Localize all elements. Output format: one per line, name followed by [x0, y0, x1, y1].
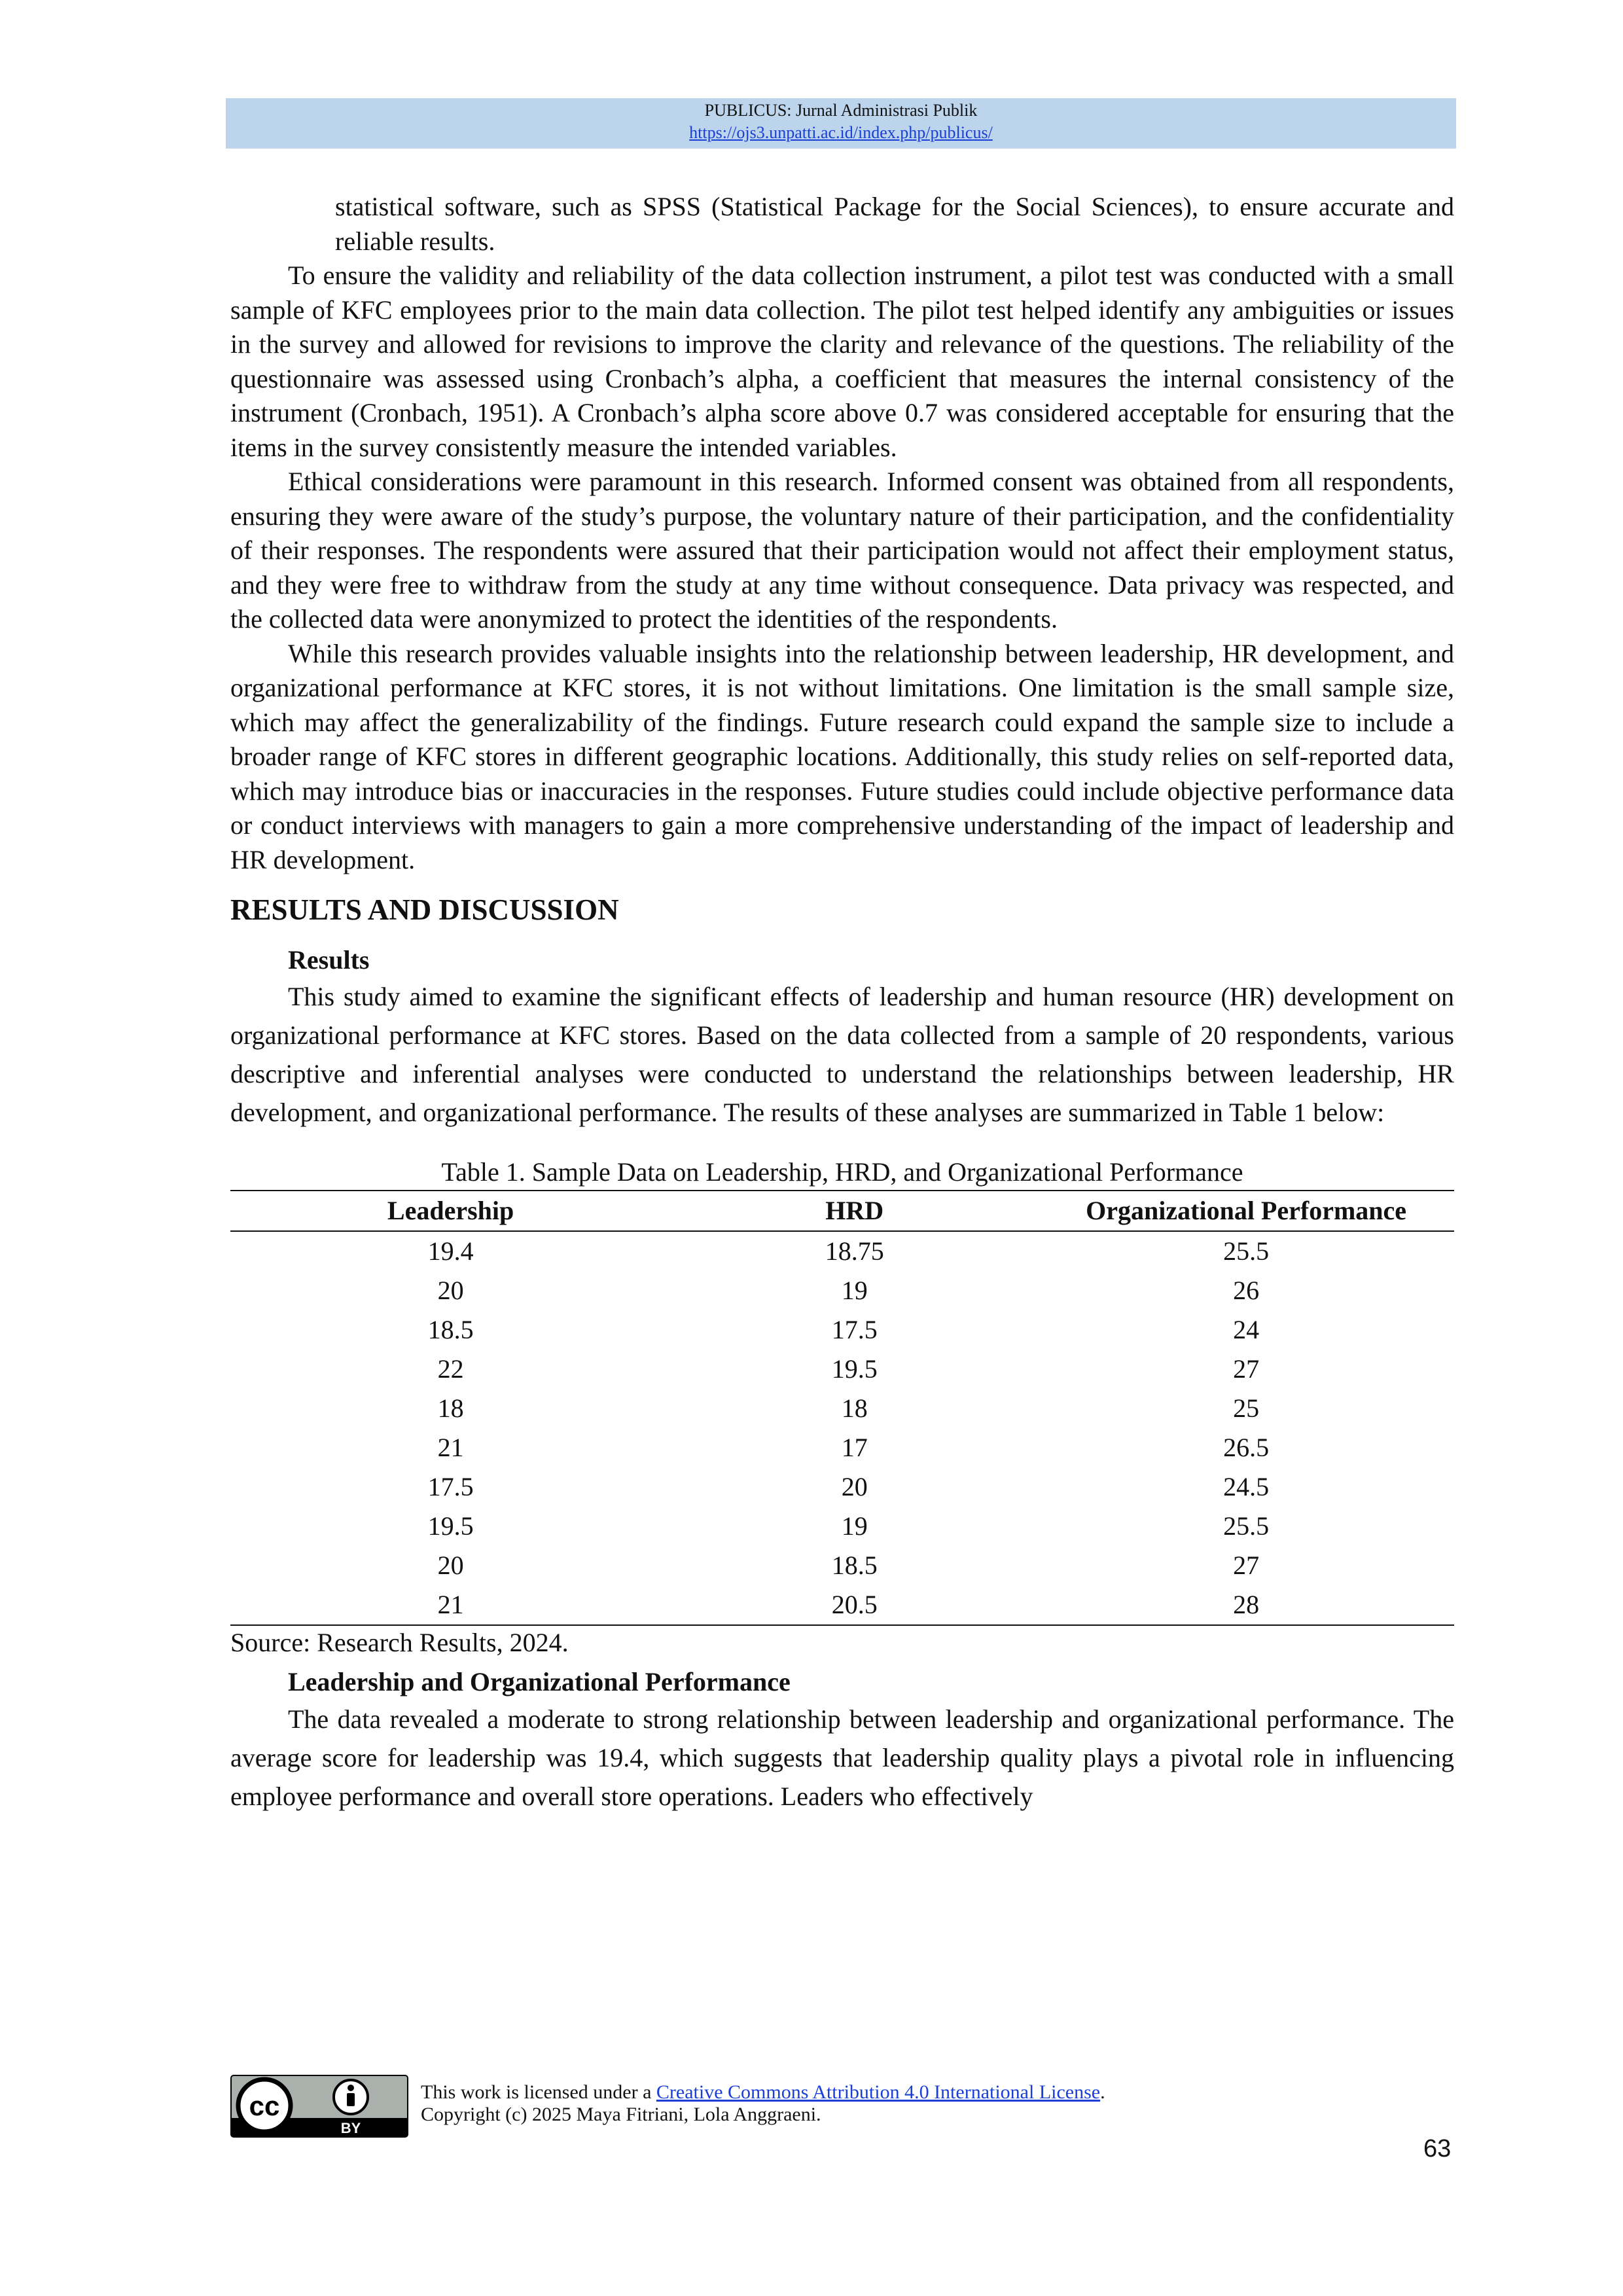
table-cell: 20.5 — [831, 1589, 878, 1619]
license-line — [421, 2081, 1105, 2104]
table-row — [230, 1389, 1454, 1428]
paragraph-validity: To ensure the validity and reliability of the data collection instrument, a pilot test was conducted with a small sample of KFC employees prior to the main data collection. The pilot test helped identify any ambiguities or issues in the survey and allowed for revisions to improve the clarity and relevance of the questions. The reliability of the questionnaire was assessed using Cronbach’s alpha, a coefficient that measures the internal consistency of the instrument (Cronbach, 1951). A Cronbach’s alpha score above 0.7 was considered acceptable for ensuring that the items in the survey consistently measure the intended variables. — [230, 260, 1454, 462]
table-cell: 25 — [1233, 1393, 1260, 1423]
table-row — [230, 1310, 1454, 1350]
journal-url-link[interactable]: https://ojs3.unpatti.ac.id/index.php/publicus/ — [689, 123, 993, 142]
table-cell: 22 — [437, 1354, 464, 1384]
table-cell: 20 — [841, 1471, 868, 1501]
table-cell: 28 — [1233, 1589, 1260, 1619]
table-cell: 25.5 — [1223, 1511, 1270, 1541]
cc-by-icon — [230, 2075, 408, 2138]
table-row — [230, 1231, 1454, 1271]
journal-title: PUBLICUS: Jurnal Administrasi Publik — [704, 101, 978, 120]
svg-text:cc: cc — [249, 2090, 280, 2121]
results-heading: Results — [288, 944, 370, 975]
subheading-leadership-performance: Leadership and Organizational Performance — [288, 1667, 791, 1696]
table-cell: 19.5 — [427, 1511, 474, 1541]
table-row — [230, 1428, 1454, 1467]
table-cell: 17.5 — [831, 1314, 878, 1344]
table-cell: 25.5 — [1223, 1236, 1270, 1266]
table-cell: 18 — [437, 1393, 464, 1423]
table-row — [230, 1546, 1454, 1585]
table-cell: 18.75 — [825, 1236, 884, 1266]
table-cell: 19.4 — [427, 1236, 474, 1266]
table-header-row — [230, 1191, 1454, 1231]
paragraph-continuation: statistical software, such as SPSS (Statistical Package for the Social Sciences), to ensure accurate and reliable results. — [335, 192, 1454, 256]
table-row — [230, 1467, 1454, 1507]
table-source: Source: Research Results, 2024. — [230, 1627, 569, 1657]
journal-header — [226, 98, 1456, 149]
table-cell: 17 — [841, 1432, 868, 1462]
table-cell: 18.5 — [831, 1550, 878, 1580]
page-content — [230, 190, 1454, 1816]
paragraph-leadership: The data revealed a moderate to strong relationship between leadership and organizational performance. The average score for leadership was 19.4, which suggests that leadership quality plays a pivotal role in influencing employee performance and overall store operations. Leaders who effectively — [230, 1704, 1454, 1811]
table-row — [230, 1585, 1454, 1625]
paragraph-results: This study aimed to examine the significant effects of leadership and human resource (HR) development on organizational performance at KFC stores. Based on the data collected from a sample of 20 respondents, various descriptive and inferential analyses were conducted to understand the relationships between leadership, HR development, and organizational performance. The results of these analyses are summarized in Table 1 below: — [230, 982, 1454, 1127]
column-header-organizational-performance: Organizational Performance — [1038, 1191, 1454, 1231]
table-cell: 17.5 — [427, 1471, 474, 1501]
table-cell: 26 — [1233, 1275, 1260, 1305]
table-cell: 19 — [841, 1275, 868, 1305]
cc-by-license-badge[interactable] — [230, 2075, 408, 2138]
table-row — [230, 1507, 1454, 1546]
column-header-leadership: Leadership — [230, 1191, 671, 1231]
table-row — [230, 1350, 1454, 1389]
table-cell: 19 — [841, 1511, 868, 1541]
table-cell: 24 — [1233, 1314, 1260, 1344]
data-table — [230, 1190, 1454, 1626]
table-cell: 27 — [1233, 1354, 1260, 1384]
license-link[interactable]: Creative Commons Attribution 4.0 International License — [656, 2081, 1101, 2103]
table-cell: 21 — [437, 1432, 464, 1462]
table-cell: 26.5 — [1223, 1432, 1270, 1462]
table-cell: 24.5 — [1223, 1471, 1270, 1501]
table-cell: 18.5 — [427, 1314, 474, 1344]
license-suffix: . — [1100, 2081, 1105, 2103]
section-heading: RESULTS AND DISCUSSION — [230, 893, 619, 926]
column-header-hrd: HRD — [671, 1191, 1038, 1231]
logo-by-text: BY — [340, 2120, 361, 2136]
table-caption: Table 1. Sample Data on Leadership, HRD, and Organizational Performance — [441, 1157, 1243, 1187]
page-number: 63 — [1423, 2135, 1452, 2162]
license-prefix: This work is licensed under a — [421, 2081, 656, 2103]
paragraph-ethics: Ethical considerations were paramount in this research. Informed consent was obtained from all respondents, ensuring they were aware of the study’s purpose, the voluntary nature of their participation, and the confidentiality of their responses. The respondents were assured that their participation would not affect their employment status, and they were free to withdraw from the study at any time without consequence. Data privacy was respected, and the collected data were anonymized to protect the identities of the respondents. — [230, 467, 1454, 634]
table-cell: 20 — [437, 1275, 464, 1305]
table-cell: 18 — [841, 1393, 868, 1423]
paragraph-limitations: While this research provides valuable insights into the relationship between leadership, HR development, and organizational performance at KFC stores, it is not without limitations. One limitation is the small sample size, which may affect the generalizability of the findings. Future research could expand the sample size to include a broader range of KFC stores in different geographic locations. Additionally, this study relies on self-reported data, which may introduce bias or inaccuracies in the responses. Future studies could include objective performance data or conduct interviews with managers to gain a more comprehensive understanding of the impact of leadership and HR development. — [230, 638, 1454, 874]
copyright-line: Copyright (c) 2025 Maya Fitriani, Lola Anggraeni. — [421, 2104, 821, 2125]
table-row — [230, 1271, 1454, 1310]
table-cell: 27 — [1233, 1550, 1260, 1580]
license-notice — [421, 2081, 1105, 2126]
table-cell: 21 — [437, 1589, 464, 1619]
table-cell: 20 — [437, 1550, 464, 1580]
table-cell: 19.5 — [831, 1354, 878, 1384]
